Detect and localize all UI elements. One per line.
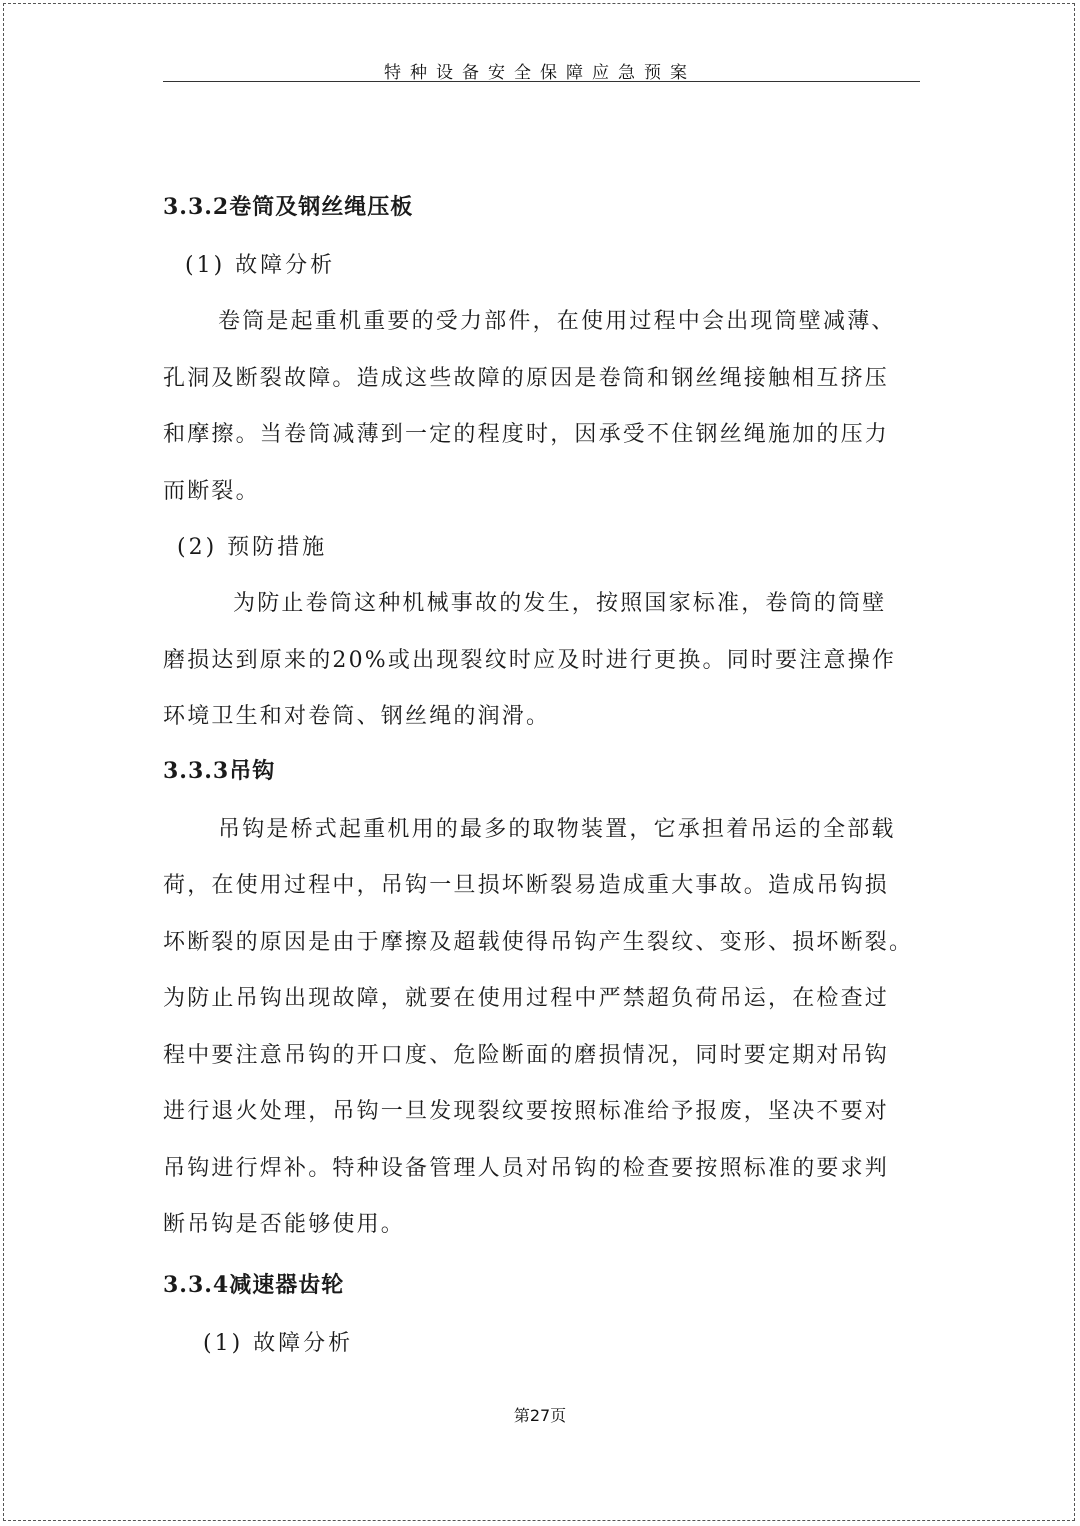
- paragraph-drum-fault: [163, 294, 925, 520]
- section-heading-3-3-2: 3.3.2卷筒及钢丝绳压板: [163, 194, 414, 220]
- text-line: 卷筒是起重机重要的受力部件，在使用过程中会出现筒壁减薄、: [218, 309, 896, 334]
- text-line: 磨损达到原来的20%或出现裂纹时应及时进行更换。同时要注意操作: [163, 647, 897, 673]
- text-line: 为防止吊钩出现故障，就要在使用过程中严禁超负荷吊运，在检查过: [163, 986, 890, 1011]
- subheading-fault-analysis: (1) 故障分析: [185, 253, 336, 278]
- page-number: 第27页: [513, 1406, 567, 1425]
- text-line: 和摩擦。当卷筒减薄到一定的程度时，因承受不住钢丝绳施加的压力: [163, 422, 890, 447]
- text-line: 坏断裂的原因是由于摩擦及超载使得吊钩产生裂纹、变形、损坏断裂。: [163, 929, 914, 955]
- subheading-gear-fault-analysis: (1) 故障分析: [203, 1330, 354, 1356]
- document-body: [163, 182, 925, 1372]
- text-line: 吊钩进行焊补。特种设备管理人员对吊钩的检查要按照标准的要求判: [163, 1155, 890, 1181]
- text-line: 环境卫生和对卷筒、钢丝绳的润滑。: [163, 704, 551, 729]
- paragraph-hook: [163, 802, 925, 1254]
- paragraph-drum-prevention: [163, 576, 925, 746]
- text-line: 荷，在使用过程中，吊钩一旦损坏断裂易造成重大事故。造成吊钩损: [163, 873, 890, 898]
- section-heading-3-3-4: 3.3.4减速器齿轮: [163, 1271, 345, 1298]
- text-line: 断吊钩是否能够使用。: [163, 1212, 406, 1237]
- header-rule: [163, 81, 920, 82]
- subheading-prevention: (2) 预防措施: [177, 535, 328, 560]
- text-line: 孔洞及断裂故障。造成这些故障的原因是卷筒和钢丝绳接触相互挤压: [163, 365, 890, 391]
- text-line: 程中要注意吊钩的开口度、危险断面的磨损情况，同时要定期对吊钩: [163, 1042, 890, 1068]
- text-line: 为防止卷筒这种机械事故的发生，按照国家标准，卷筒的筒壁: [233, 591, 887, 616]
- section-heading-3-3-3: 3.3.3吊钩: [163, 757, 276, 784]
- page-header-title: 特种设备安全保障应急预案: [384, 63, 696, 83]
- text-line: 而断裂。: [163, 478, 260, 504]
- text-line: 进行退火处理，吊钩一旦发现裂纹要按照标准给予报废，坚决不要对: [163, 1099, 890, 1124]
- text-line: 吊钩是桥式起重机用的最多的取物装置，它承担着吊运的全部载: [218, 816, 896, 842]
